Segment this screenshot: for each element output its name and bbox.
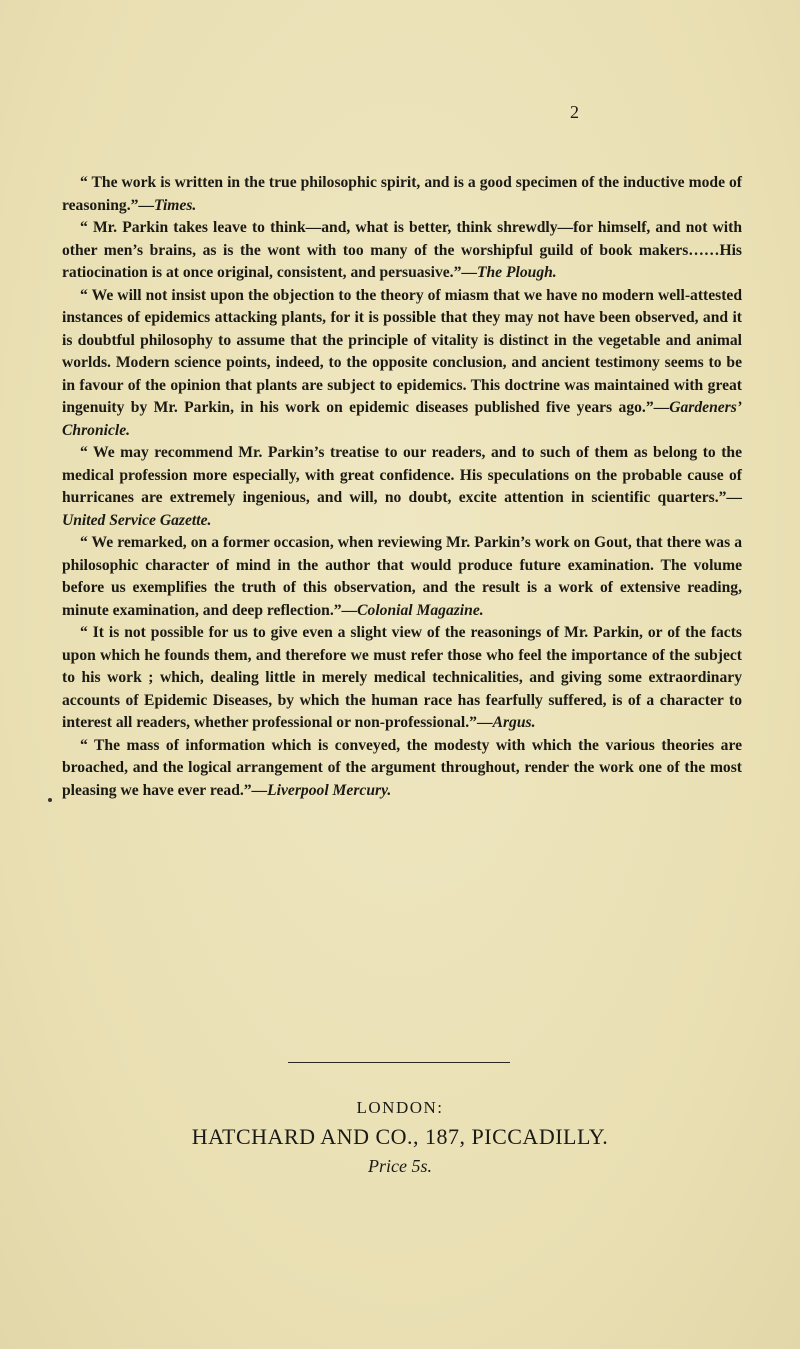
review-text: “ The mass of information which is conveyed, the modesty with which the various theories are broached, and the logical arrangement of the argument throughout, render the work one of the most pleasing we have ever read.”—: [62, 736, 742, 799]
imprint-price: Price 5s.: [368, 1156, 432, 1176]
imprint: [0, 1098, 800, 1177]
review-united-service-gazette: [62, 442, 742, 532]
imprint-city: LONDON:: [356, 1098, 444, 1117]
review-source: Times.: [154, 196, 197, 214]
review-source: Liverpool Mercury.: [267, 781, 392, 799]
review-source: The Plough.: [476, 264, 557, 281]
page-number: 2: [570, 102, 580, 122]
review-times: [62, 172, 742, 217]
review-text: “ It is not possible for us to give even a slight view of the reasonings of Mr. Parkin, or of the facts upon which he founds them, and therefore we must refer those who feel the importance of the subject to his work ; which, dealing little in merely medical technicalities, and giving some extraordinary accounts of Epidemic Diseases, by which the human race has fearfully suffered, is of a character to interest all readers, whether professional or non-professional.”—: [62, 624, 742, 731]
review-source: Colonial Magazine.: [357, 601, 484, 619]
review-liverpool-mercury: [62, 735, 742, 803]
review-argus: [62, 622, 742, 735]
review-text: “ We will not insist upon the objection to the theory of miasm that we have no modern well-attested instances of epidemics attacking plants, for it is possible that they may not have been observed, and it is doubtful philosophy to assume that the principle of vitality is distinct in the vegetable and animal worlds. Modern science points, indeed, to the opposite conclusion, and ancient testimony seems to be in favour of the opinion that plants are subject to epidemics. This doctrine was maintained with great ingenuity by Mr. Parkin, in his work on epidemic diseases published five years ago.”—: [62, 286, 742, 416]
imprint-publisher: HATCHARD AND CO., 187, PICCADILLY.: [191, 1124, 609, 1149]
review-source: Gardeners’ Chronicle.: [62, 399, 742, 439]
review-text: “ We remarked, on a former occasion, when reviewing Mr. Parkin’s work on Gout, that there was a philosophic character of mind in the author that would produce future examination. The volume before us exemplifies the truth of this observation, and the result is a work of extensive reading, minute examination, and deep reflection.”—: [62, 534, 742, 619]
review-text: “ The work is written in the true philosophic spirit, and is a good specimen of the inductive mode of reasoning.”—: [62, 174, 742, 214]
review-text: “ Mr. Parkin takes leave to think—and, what is better, think shrewdly—for himself, and not with other men’s brains, as is the wont with too many of the worshipful guild of book makers……His ratiocination is at once original, consistent, and persuasive.”—: [62, 219, 742, 281]
review-colonial-magazine: [62, 532, 742, 622]
review-plough: [62, 217, 742, 285]
ink-speck: [48, 798, 52, 802]
review-source: United Service Gazette.: [62, 511, 212, 529]
review-gardeners-chronicle: [62, 285, 742, 443]
review-source: Argus.: [492, 714, 536, 731]
reviews-section: [62, 172, 742, 802]
divider-rule: [288, 1062, 510, 1063]
review-text: “ We may recommend Mr. Parkin’s treatise to our readers, and to such of them as belong to the medical profession more especially, with great confidence. His speculations on the probable cause of hurricanes are extremely ingenious, and will, no doubt, excite attention in scientific quarters.”—: [62, 444, 742, 506]
